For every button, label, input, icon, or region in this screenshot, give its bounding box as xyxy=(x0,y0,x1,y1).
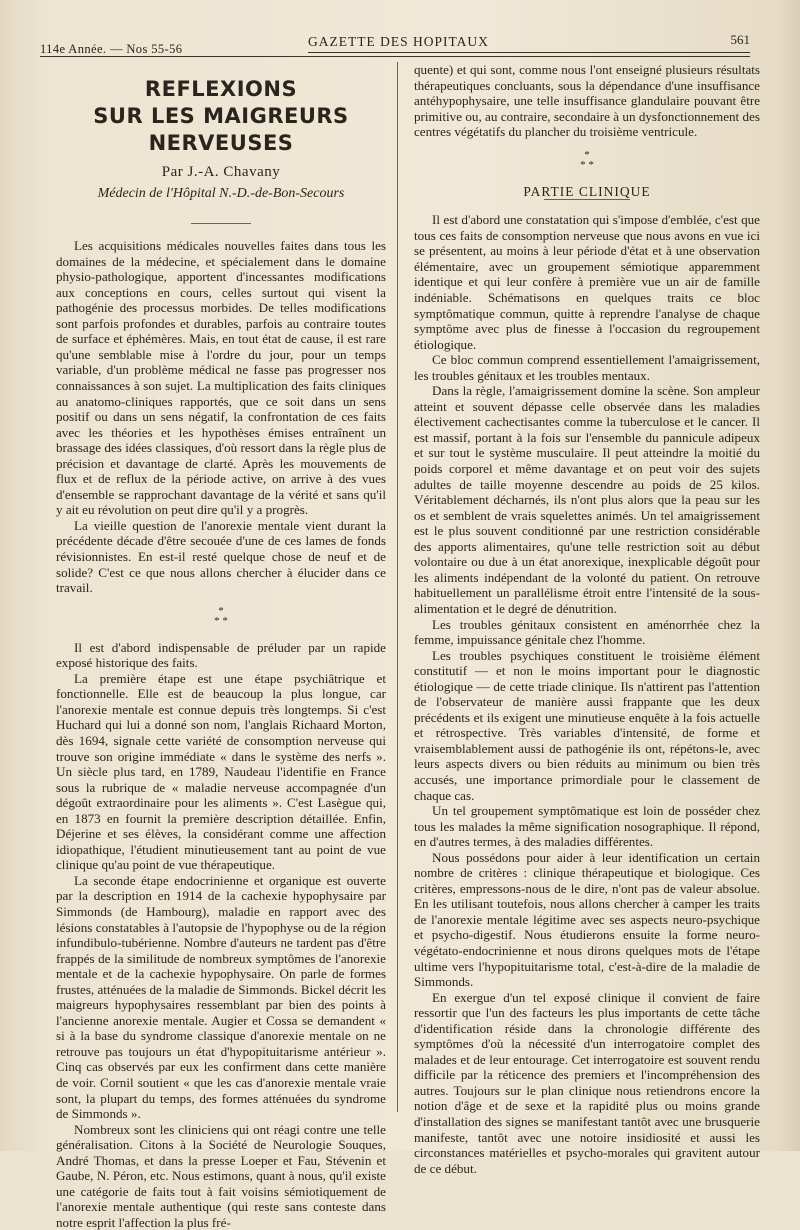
paragraph: Il est d'abord indispensable de préluder par un rapide exposé historique des faits. xyxy=(56,639,386,671)
section-rule xyxy=(544,199,630,200)
paragraph: La première étape est une étape psychiâtrique et fonctionnelle. Elle est de beaucoup la plus longue, car l'anorexie mentale est connue depuis très longtemps. Si c'est Huchard qui lui a donné son nom, l'anglais Richaard Morton, dès 1694, signale cette variété de consomption nerveuse qui trouve son origine immédiate « dans le système des nerfs ». Un siècle plus tard, en 1789, Naudeau l'identifie en France sous la rubrique de « maladie nerveuse accompagnée d'un dégoût extraordinaire pour les aliments ». C'est Lasègue qui, en 1873 en fournit la première description détaillée. Enfin, Déjerine et ses élèves, la considérant comme une affection idiopathique, l'étudient minutieusement tant au point de vue clinique qu'au point de vue thérapeutique. xyxy=(56,670,386,873)
right-column xyxy=(414,62,760,1176)
paragraph: Il est d'abord une constatation qui s'impose d'emblée, c'est que tous ces faits de consomption nerveuse que nous avons en vue ici se présentent, au moins à leur période d'état et à une observation élémentaire, avec un groupement sémiotique apparemment identique et qui leur confère à première vue un air de famille indéniable. Schématisons en quelques traits ce bloc symptômatique commun, quitte à reprendre l'analyse de chaque symptôme avec plus de finesse à l'occasion du regroupement étiologique. xyxy=(414,212,760,352)
section-stars: * * * xyxy=(580,148,594,171)
paragraph: Nous possédons pour aider à leur identification un certain nombre de critères : clinique thérapeutique et biologique. Ces critères, empressons-nous de le dire, n'ont pas de valeur absolue. En les utilisant toutefois, nous allons chercher à camper les traits de l'anorexie mentale légitime avec ses aspects neuro-psychique et psycho-digestif. Nous étudierons ensuite la forme neuro-végétato-endocrinienne et nous dirons quelques mots de l'étape ultime vers l'hypopituitarisme total, c'est-à-dire de la maladie de Simmonds. xyxy=(414,849,760,990)
page-number: 561 xyxy=(730,32,750,47)
paragraph: Un tel groupement symptômatique est loin de posséder chez tous les malades la même signification nosographique. Il répond, en d'autres termes, à des maladies différentes. xyxy=(414,803,760,850)
section-heading xyxy=(414,184,760,201)
column-divider xyxy=(397,62,398,1112)
left-column xyxy=(56,62,386,1230)
title-line-2: SUR LES MAIGREURS NERVEUSES xyxy=(93,104,349,155)
paragraph: Nombreux sont les cliniciens qui ont réagi contre une telle généralisation. Citons à la Société de Neurologie Souques, André Thomas, et dans la presse Loeper et Fau, Stévenin et Gaube, N. Péron, etc. Nous estimons, quant à nous, qu'il existe une catégorie de faits tout à fait voisins sémiotiquement de l'anorexie mentale authentique (qui reste sans conteste dans notre esprit l'affection la plus fré- xyxy=(56,1121,386,1230)
author-byline: Par J.-A. Chavany xyxy=(161,164,281,180)
section-title-text: PARTIE CLINIQUE xyxy=(523,183,651,199)
paragraph: Les acquisitions médicales nouvelles faites dans tous les domaines de la médecine, et spécialement dans le domaine physio-pathologique, apportent d'incessantes modifications aux conceptions en cours, celles surtout qui visent la pathogénie des processus morbides. De telles modifications sont parfois profondes et durables, parfois au contraire toutes de surface et éphémères. Mais, en tout état de cause, il est rare qu'une semblable mise à l'ordre du jour, pour un temps variable, d'un problème médical ne fasse pas progresser nos connaissances à son sujet. La multiplication des faits cliniques au anatomo-cliniques rapportés, que ce soit dans un sens positif ou dans un sens négatif, la confrontation de ces faits avec les théories et les hypothèses émises entraînent un brassage des idées classiques, d'où ressort dans la règle plus de précision et davantage de clarté. Après les mouvements de flux et de reflux de la période active, on arrive à des vues d'ensemble se rapprochant davantage de la vérité et sans qu'il y ait eu révolution on peut dire qu'il y a progrès. xyxy=(56,238,386,518)
title-line-1: REFLEXIONS xyxy=(144,77,298,101)
paragraph: La vieille question de l'anorexie mentale vient durant la précédente décade d'être secouée d'une de ces lames de fonds révisionnistes. En est-il resté quelque chose de neuf et de solide? C'est ce que nous allons chercher à élucider dans ce travail. xyxy=(56,517,386,596)
title-rule xyxy=(191,223,251,224)
paragraph: Ce bloc commun comprend essentiellement l'amaigrissement, les troubles génitaux et les troubles mentaux. xyxy=(414,352,760,383)
paragraph: Les troubles psychiques constituent le troisième élément constitutif — et non le moins important pour le diagnostic étiologique — de cette triade clinique. Ils n'attirent pas l'attention de l'observateur de manière aussi frappante que les deux précédents et ils exigent une minutieuse enquête à la fois actuelle et rétrospective. Très variables d'intensité, de forme et vraisemblablement aussi de pathogénie ils ont, répétons-le, avec leurs aspects divers ou bien réduits au minimum ou bien très accusés, une importance primordiale pour le classement de chaque cas. xyxy=(414,647,760,803)
journal-title: GAZETTE DES HOPITAUX xyxy=(308,34,489,49)
paragraph: quente) et qui sont, comme nous l'ont enseigné plusieurs résultats thérapeutiques concluants, sous la dépendance d'une insuffisance antéhypophysaire, une telle insuffisance glandulaire pouvant être primitive ou, au contraire, secondaire à un dysfonctionnement des centres végétatifs du plancher du troisième ventricule. xyxy=(414,62,760,140)
paragraph: Les troubles génitaux consistent en aménorrhée chez la femme, impuissance génitale chez l'homme. xyxy=(414,616,760,648)
paragraph: En exergue d'un tel exposé clinique il convient de faire ressortir que l'un des facteurs les plus importants de cette tâche d'identification réside dans la chronologie différente des symptômes d'où la nécessité d'un interrogatoire complet des malades et de leur entourage. Cet interrogatoire est souvent rendu difficile par la réticence des premiers et l'incompréhension des autres. Toujours sur le plan clinique nous retiendrons encore la notion d'âge et de sexe et la rapidité plus ou moins grande d'installation des signes se manifestant tantôt avec une brusquerie manifeste, tantôt avec une notoire insidiosité et aussi les circonstances matérielles et psycho-morales qui gravitent autour de ce début. xyxy=(414,989,760,1176)
author-affiliation: Médecin de l'Hôpital N.-D.-de-Bon-Secours xyxy=(97,185,345,201)
paragraph: La seconde étape endocrinienne et organique est ouverte par la description en 1914 de la cachexie hypophysaire par Simmonds (de Hambourg), maladie en rapport avec des lésions constatables à l'autopsie de l'hypophyse ou de la région infundibulo-tubérienne. Nombre d'auteurs ne tardent pas d'être frappés de la similitude de nombreux symptômes de l'anorexie mentale et de la cachexie hypophysaire. On parle de formes frustes, atténuées de la maladie de Simmonds. Bickel décrit les maigreurs hypophysaires ressemblant par bien des points à l'ancienne anorexie mentale. Augier et Cossa se demandent « si à la base du syndrome classique d'anorexie mentale on ne retrouve pas toujours un état d'hypopituitarisme antérieur ». Cinq cas observés par eux les confirment dans cette manière de voir. Cornil soutient « que les cas d'anorexie mentale vraie sont, la plupart du temps, des formes atténuées du syndrome de Simmonds ». xyxy=(56,872,386,1122)
paragraph: Dans la règle, l'amaigrissement domine la scène. Son ampleur atteint et souvent dépasse celle observée dans les maladies électivement cachectisantes comme la tuberculose et le cancer. Il est massif, portant à la fois sur l'ensemble du pannicule adipeux et sur tout le système musculaire. Il peut atteindre la moitié du poids corporel et même davantage et on peut voir des sujets adultes de taille moyenne descendre au poids de 25 kilos. Véritablement décharnés, ils n'ont plus alors que la peau sur les os et semblent de vrais squelettes animés. Un tel amaigrissement est le plus souvent conditionné par une restriction considérable des apports alimentaires, qu'une telle restriction soit au début volontaire ou due à un état anorexique, inexplicable dégoût pour les aliments indépendant de la volonté du patient. On retrouve habituellement un parallélisme étroit entre l'intensité de la sous-alimentation et le degré de dénutrition. xyxy=(414,383,760,616)
page-header xyxy=(40,30,750,58)
header-rule-upper xyxy=(308,52,750,53)
section-stars: * * * xyxy=(214,604,228,627)
header-rule xyxy=(40,56,750,57)
issue-label: 114e Année. — Nos 55-56 xyxy=(40,42,183,56)
article-title xyxy=(56,76,386,157)
